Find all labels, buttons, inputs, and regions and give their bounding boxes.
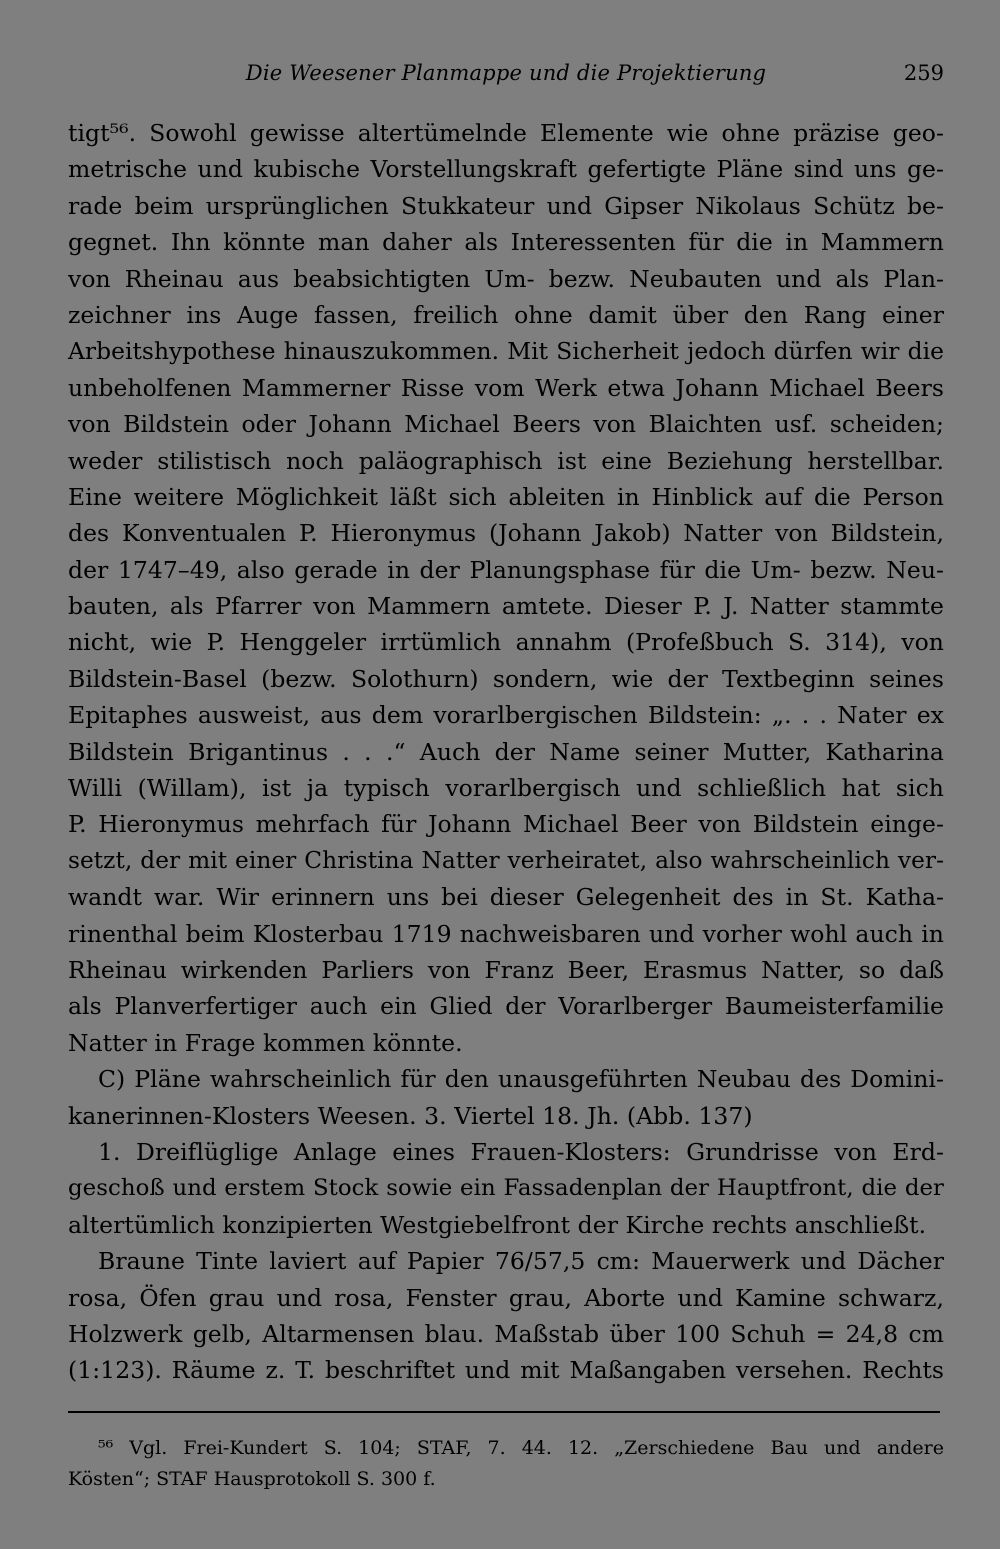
text-line: gegnet. Ihn könnte man daher als Interessenten für die in Mammern: [68, 228, 944, 257]
text-line: Bildstein-Basel (bezw. Solothurn) sondern, wie der Textbeginn seines: [68, 664, 944, 693]
text-line: Bildstein Brigantinus . . .“ Auch der Name seiner Mutter, Katharina: [68, 737, 944, 766]
footnote-line: ⁵⁶ Vgl. Frei-Kundert S. 104; STAF, 7. 44. 12. „Zerschiedene Bau und andere: [98, 1437, 944, 1459]
section-heading-line: C) Pläne wahrscheinlich für den unausgeführten Neubau des Domini-: [98, 1065, 944, 1094]
page-number: 259: [903, 61, 944, 85]
text-line: Arbeitshypothese hinauszukommen. Mit Sicherheit jedoch dürfen wir die: [68, 337, 944, 366]
text-line: geschoß und erstem Stock sowie ein Fassadenplan der Hauptfront, die der: [68, 1175, 944, 1202]
text-line: der 1747–49, also gerade in der Planungsphase für die Um- bezw. Neu-: [68, 555, 944, 584]
section-heading-line: kanerinnen-Klosters Weesen. 3. Viertel 18. Jh. (Abb. 137): [68, 1101, 753, 1130]
text-line: Braune Tinte laviert auf Papier 76/57,5 cm: Mauerwerk und Dächer: [98, 1247, 944, 1276]
text-line: weder stilistisch noch paläographisch ist eine Beziehung herstellbar.: [68, 446, 944, 475]
text-line: zeichner ins Auge fassen, freilich ohne damit über den Rang einer: [68, 300, 944, 329]
footnote-line: Kösten“; STAF Hausprotokoll S. 300 f.: [68, 1468, 436, 1490]
text-line: Epitaphes ausweist, aus dem vorarlbergischen Bildstein: „. . . Nater ex: [68, 701, 944, 730]
text-line: altertümlich konzipierten Westgiebelfront der Kirche rechts anschließt.: [68, 1210, 927, 1239]
text-line: Willi (Willam), ist ja typisch vorarlbergisch und schließlich hat sich: [68, 774, 944, 803]
text-line: setzt, der mit einer Christina Natter verheiratet, also wahrscheinlich ver-: [68, 846, 944, 874]
footnote: [68, 1433, 944, 1495]
footnote-divider: [68, 1411, 940, 1413]
text-line: Natter in Frage kommen könnte.: [68, 1028, 463, 1057]
document-page: [68, 0, 944, 1549]
running-head: [68, 58, 944, 88]
text-line: nicht, wie P. Henggeler irrtümlich annahm (Profeßbuch S. 314), von: [68, 628, 944, 657]
text-line: von Rheinau aus beabsichtigten Um- bezw. Neubauten und als Plan-: [68, 264, 944, 293]
text-line: rinenthal beim Klosterbau 1719 nachweisbaren und vorher wohl auch in: [68, 919, 944, 948]
text-line: rosa, Öfen grau und rosa, Fenster grau, Aborte und Kamine schwarz,: [68, 1283, 944, 1312]
text-line: 1. Dreiflüglige Anlage eines Frauen-Klosters: Grundrisse von Erd-: [98, 1137, 944, 1166]
text-line: unbeholfenen Mammerner Risse vom Werk etwa Johann Michael Beers: [68, 373, 944, 402]
text-line: P. Hieronymus mehrfach für Johann Michael Beer von Bildstein einge-: [68, 810, 944, 839]
text-line: als Planverfertiger auch ein Glied der Vorarlberger Baumeisterfamilie: [68, 992, 944, 1021]
text-line: tigt⁵⁶. Sowohl gewisse altertümelnde Elemente wie ohne präzise geo-: [68, 119, 944, 147]
body-text: [68, 115, 944, 1389]
text-line: des Konventualen P. Hieronymus (Johann Jakob) Natter von Bildstein,: [68, 519, 944, 548]
text-line: Eine weitere Möglichkeit läßt sich ableiten in Hinblick auf die Person: [68, 482, 944, 511]
text-line: (1:123). Räume z. T. beschriftet und mit Maßangaben versehen. Rechts: [68, 1356, 944, 1385]
text-line: von Bildstein oder Johann Michael Beers von Blaichten usf. scheiden;: [68, 410, 944, 439]
text-line: Rheinau wirkenden Parliers von Franz Beer, Erasmus Natter, so daß: [68, 955, 944, 984]
text-line: metrische und kubische Vorstellungskraft gefertigte Pläne sind uns ge-: [68, 155, 944, 184]
text-line: rade beim ursprünglichen Stukkateur und Gipser Nikolaus Schütz be-: [68, 191, 944, 220]
text-line: bauten, als Pfarrer von Mammern amtete. Dieser P. J. Natter stammte: [68, 592, 944, 621]
text-line: Holzwerk gelb, Altarmensen blau. Maßstab über 100 Schuh = 24,8 cm: [68, 1319, 944, 1348]
running-title: Die Weesener Planmappe und die Projektierung: [245, 61, 767, 85]
text-line: wandt war. Wir erinnern uns bei dieser Gelegenheit des in St. Katha-: [68, 883, 944, 912]
